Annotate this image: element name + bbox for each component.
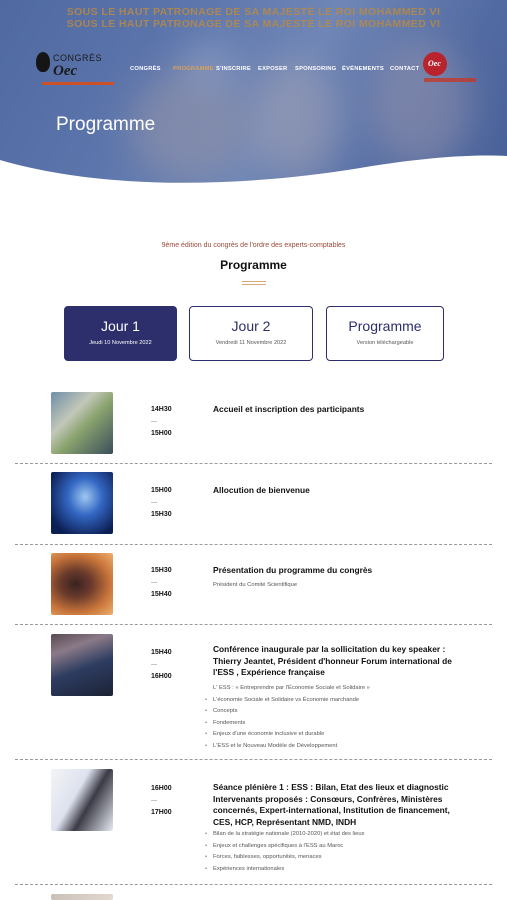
nav-item-sponsoring[interactable]: SPONSORING <box>295 66 337 72</box>
time-separator: --- <box>151 500 157 506</box>
logo-bottom-text: Oec <box>53 63 78 79</box>
topic-item: • Enjeux d'une économie inclusive et durable <box>205 729 370 741</box>
session-start: 16H00 <box>151 785 172 792</box>
topic-item: • L'économie Sociale et Solidaire vs Économie marchande <box>205 695 370 707</box>
oec-badge-caption <box>424 78 476 82</box>
time-separator: --- <box>151 662 157 668</box>
session-photo <box>51 392 113 454</box>
nav-item-exposer[interactable]: EXPOSER <box>258 66 288 72</box>
session-time <box>151 565 172 601</box>
tab-jour-2[interactable] <box>189 306 313 361</box>
tab-label: Programme <box>348 318 422 334</box>
session-title: Présentation du programme du congrès <box>213 565 373 575</box>
session-end: 15H40 <box>151 591 172 598</box>
session-end: 15H30 <box>151 511 172 518</box>
session-photo <box>51 894 113 900</box>
session-photo <box>51 634 113 696</box>
hero-title: Programme <box>56 114 156 135</box>
tab-date: Jeudi 10 Novembre 2022 <box>89 340 152 346</box>
session-topics <box>205 683 370 752</box>
royal-patronage-text: SOUS LE HAUT PATRONAGE DE SA MAJESTÉ LE ROI MOHAMMED VI SOUS LE HAUT PATRONAGE DE SA MAJESTÉ LE ROI MOHAMMED VI <box>66 6 441 30</box>
session-title: Allocution de bienvenue <box>213 485 310 495</box>
nav-item-programme[interactable]: PROGRAMME <box>173 66 214 72</box>
session-end: 15H00 <box>151 430 172 437</box>
topic-item: • Bilan de la stratégie nationale (2010-2020) et état des lieux <box>205 829 364 841</box>
oec-badge-logo[interactable]: Oec <box>423 52 447 76</box>
time-separator: --- <box>151 580 157 586</box>
session-start: 15H30 <box>151 567 172 574</box>
topic-item: • Expériences internationales <box>205 864 364 876</box>
schedule-row <box>15 625 492 760</box>
topic-item: • Forces, faiblesses, opportunités, menaces <box>205 852 364 864</box>
tab-date: Vendredi 11 Novembre 2022 <box>215 340 287 346</box>
logo-top-text: CONGRÈS <box>53 53 103 63</box>
congress-logo[interactable] <box>36 50 116 90</box>
session-start: 15H00 <box>151 487 172 494</box>
nav-item-contact[interactable]: CONTACT <box>390 66 420 72</box>
session-photo <box>51 553 113 615</box>
time-separator: --- <box>151 798 157 804</box>
session-title: Accueil et inscription des participants <box>213 404 365 414</box>
schedule-row <box>15 382 492 464</box>
topic-item: • Enjeux et challenges spécifiques à l'ESS au Maroc <box>205 841 364 853</box>
hero-banner <box>0 0 507 205</box>
session-end: 16H00 <box>151 673 172 680</box>
session-time <box>151 647 172 683</box>
session-title: Séance plénière 1 : ESS : Bilan, Etat des lieux et diagnostic Intervenants proposés : Consœurs, Confrères, Ministères concernés, Expert-international, Institution de financement, CES, HCP, Représentant NMD, INDH <box>213 782 450 827</box>
time-separator: --- <box>151 419 157 425</box>
session-topics <box>205 829 364 875</box>
schedule-row <box>15 760 492 885</box>
logo-bar <box>42 82 114 85</box>
session-start: 14H30 <box>151 406 172 413</box>
hero-wave-divider <box>0 150 507 205</box>
tab-subtext: Version téléchargeable <box>356 340 414 346</box>
session-time <box>151 783 172 819</box>
session-start: 15H40 <box>151 649 172 656</box>
tab-label: Jour 2 <box>231 318 271 334</box>
nav-item-evenements[interactable]: ÉVÉNEMENTS <box>342 66 384 72</box>
session-title: Conférence inaugurale par la sollicitation du key speaker : Thierry Jeantet, Président d'honneur Forum international de l'ESS , Expérience française <box>213 644 452 677</box>
logo-figure-icon <box>36 52 50 72</box>
tab-jour-1[interactable] <box>64 306 177 361</box>
schedule-row <box>15 545 492 625</box>
topic-item: • Fondements <box>205 718 370 730</box>
nav-item-congres[interactable]: CONGRÈS <box>130 66 161 72</box>
topic-item: • Concepts <box>205 706 370 718</box>
section-title: Programme <box>220 258 287 272</box>
topics-intro: L' ESS : « Entreprendre par l'Économie Sociale et Solidaire » <box>213 685 370 691</box>
session-photo <box>51 472 113 534</box>
tab-programme-download[interactable] <box>326 306 444 361</box>
session-photo <box>51 769 113 831</box>
title-decoration <box>242 281 266 285</box>
nav-item-sinscrire[interactable]: S'INSCRIRE <box>216 66 251 72</box>
session-end: 17H00 <box>151 809 172 816</box>
schedule-row <box>15 464 492 545</box>
tab-label: Jour 1 <box>101 318 140 334</box>
session-time <box>151 404 172 440</box>
section-subtitle: 9ème édition du congrès de l'ordre des experts-comptables <box>161 242 346 249</box>
session-time <box>151 485 172 521</box>
session-speaker: Président du Comité Scientifique <box>213 582 298 588</box>
topic-item: • L'ESS et le Nouveau Modèle de Développement <box>205 741 370 753</box>
